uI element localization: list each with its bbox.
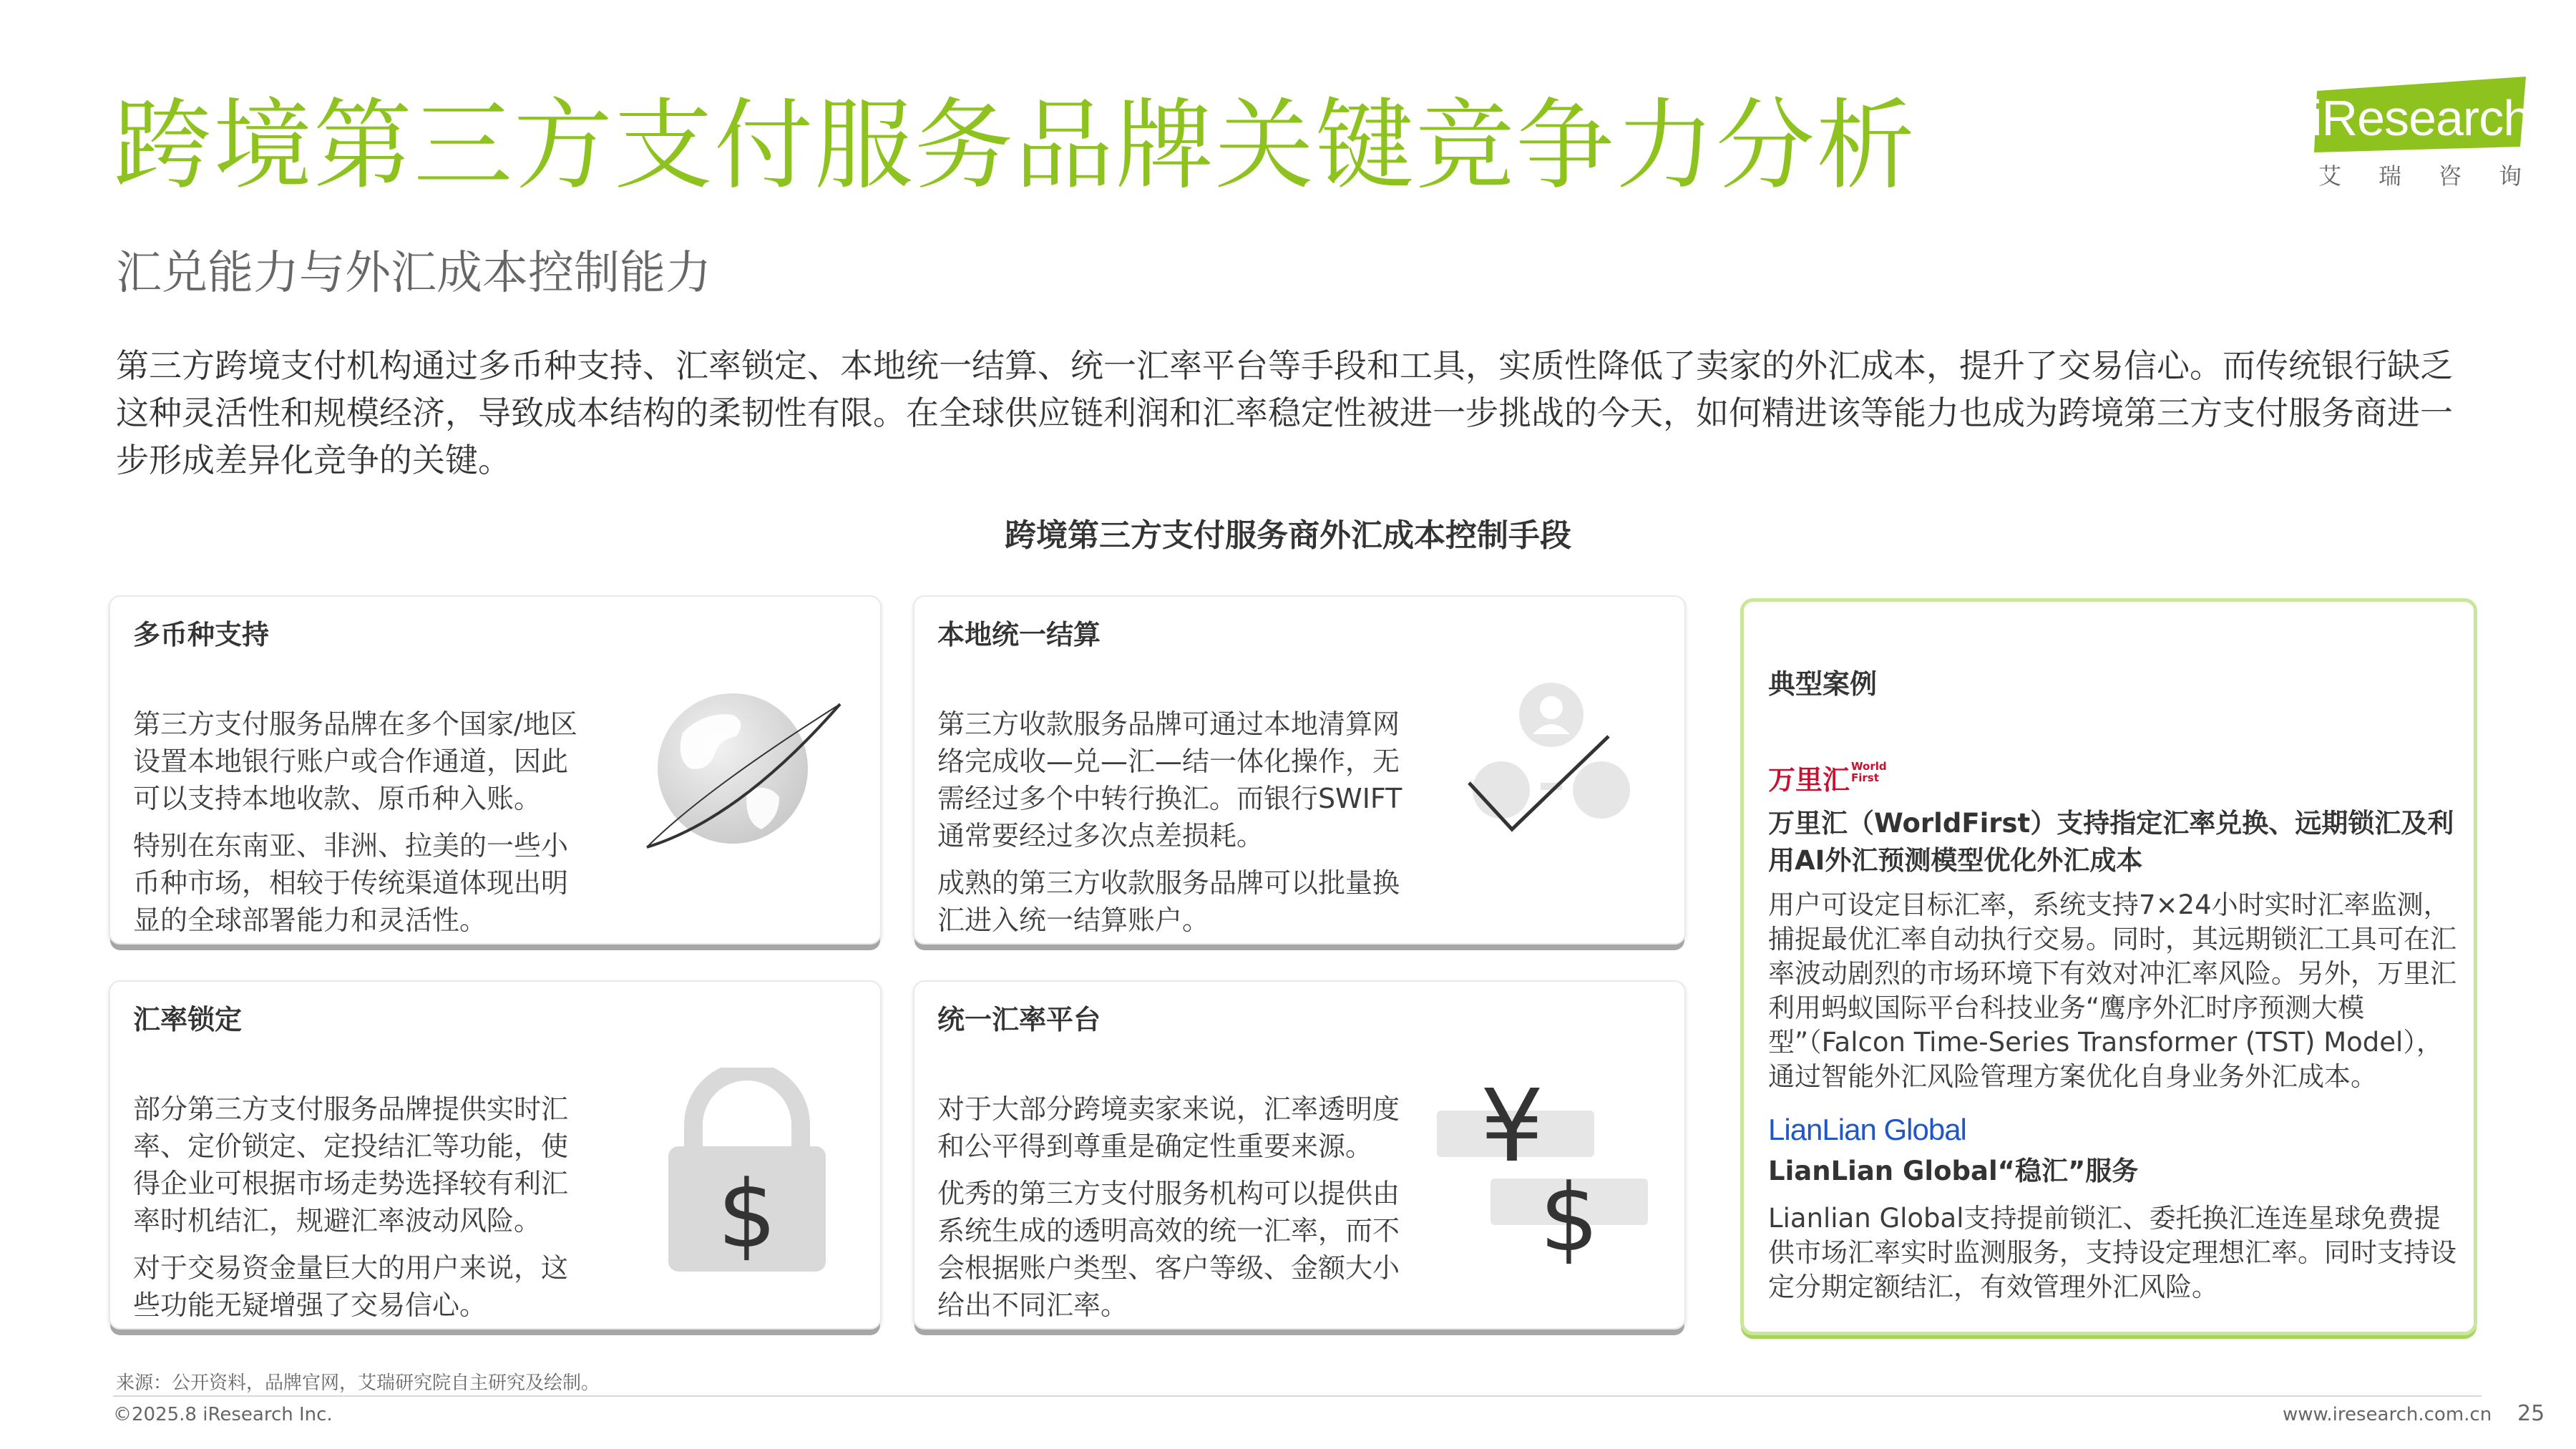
svg-text:$: $ [717, 1160, 777, 1269]
worldfirst-logo [1768, 758, 1897, 795]
card-paragraph: 对于交易资金量巨大的用户来说，这些功能无疑增强了交易信心。 [133, 1252, 569, 1321]
page-title: 跨境第三方支付服务品牌关键竞争力分析 [113, 88, 1917, 203]
worldfirst-logo-en: World First [1851, 760, 1887, 784]
card-rate-lock [109, 980, 882, 1330]
lianlian-logo: LianLian Global [1768, 1113, 1966, 1146]
card-body [937, 1091, 1402, 1334]
iresearch-logo [2311, 75, 2560, 190]
card-paragraph: 第三方支付服务品牌在多个国家/地区设置本地银行账户或合作通道，因此可以支持本地收款、原币种入账。 [133, 708, 577, 814]
intro-paragraph: 第三方跨境支付机构通过多币种支持、汇率锁定、本地统一结算、统一汇率平台等手段和工具，实质性降低了卖家的外汇成本，提升了交易信心。而传统银行缺乏这种灵活性和规模经济，导致成本结构的柔韧性有限。在全球供应链利润和汇率稳定性被进一步挑战的今天，如何精进该等能力也成为跨境第三方支付服务商进一步形成差异化竞争的关键。 [116, 346, 2453, 479]
worldfirst-logo-cn: 万里汇 [1768, 764, 1850, 796]
page-subtitle: 汇兑能力与外汇成本控制能力 [116, 247, 711, 300]
card-body [133, 706, 591, 949]
yen-dollar-icon [1430, 1060, 1659, 1275]
card-title: 本地统一结算 [937, 619, 1101, 650]
svg-text:¥: ¥ [1480, 1068, 1544, 1185]
card-title: 多币种支持 [133, 619, 270, 650]
logo-text: iResearch [2311, 90, 2531, 146]
card-unified-rate [913, 980, 1686, 1330]
card-body [133, 1091, 591, 1334]
card-paragraph: 部分第三方支付服务品牌提供实时汇率、定价锁定、定投结汇等功能，使得企业可根据市场走势选择较有利汇率时机结汇，规避汇率波动风险。 [133, 1093, 569, 1236]
section-title: 跨境第三方支付服务商外汇成本控制手段 [1005, 517, 1571, 554]
globe-icon [633, 683, 847, 869]
lianlian-text: Lianlian Global支持提前锁汇、委托换汇连连星球免费提供市场汇率实时监测服务，支持设定理想汇率。同时支持设定分期定额结汇，有效管理外汇风险。 [1768, 1203, 2457, 1302]
case-panel [1740, 598, 2477, 1335]
card-paragraph: 特别在东南亚、非洲、拉美的一些小币种市场，相较于传统渠道体现出明显的全球部署能力和灵活性。 [133, 830, 569, 936]
logo-cn: 艾瑞咨询 [2318, 162, 2560, 190]
case-heading: 典型案例 [1768, 668, 1878, 700]
footer-divider [113, 1395, 2482, 1397]
page-number: 25 [2517, 1401, 2545, 1426]
card-paragraph: 优秀的第三方支付服务机构可以提供由系统生成的透明高效的统一汇率，而不会根据账户类型、客户等级、金额大小给出不同汇率。 [937, 1178, 1400, 1321]
card-body [937, 706, 1402, 949]
worldfirst-text: 用户可设定目标汇率，系统支持7×24小时实时汇率监测，捕捉最优汇率自动执行交易。同时，其远期锁汇工具可在汇率波动剧烈的市场环境下有效对冲汇率风险。另外，万里汇利用蚂蚁国际平台科技业务“鹰序外汇时序预测大模型”（Falcon Time-Series Transformer (TST) Model），通过智能外汇风险管理方案优化自身业务外汇成本。 [1768, 889, 2457, 1092]
copyright: ©2025.8 iResearch Inc. [113, 1404, 333, 1425]
network-check-icon [1458, 675, 1644, 862]
card-paragraph: 对于大部分跨境卖家来说，汇率透明度和公平得到尊重是确定性重要来源。 [937, 1093, 1400, 1162]
card-title: 汇率锁定 [133, 1004, 243, 1035]
source-note: 来源：公开资料，品牌官网，艾瑞研究院自主研究及绘制。 [116, 1372, 600, 1394]
card-title: 统一汇率平台 [937, 1004, 1101, 1035]
svg-text:$: $ [1539, 1163, 1599, 1272]
card-paragraph: 第三方收款服务品牌可通过本地清算网络完成收—兑—汇—结一体化操作，无需经过多个中转行换汇。而银行SWIFT通常要经过多次点差损耗。 [937, 708, 1402, 852]
card-multi-currency [109, 595, 882, 945]
card-paragraph: 成熟的第三方收款服务品牌可以批量换汇进入统一结算账户。 [937, 867, 1400, 936]
lianlian-title: LianLian Global“稳汇”服务 [1768, 1156, 2139, 1186]
website-link[interactable]: www.iresearch.com.cn [2283, 1404, 2492, 1425]
worldfirst-title: 万里汇（WorldFirst）支持指定汇率兑换、远期锁汇及利用AI外汇预测模型优化外汇成本 [1768, 808, 2454, 876]
lock-dollar-icon [654, 1068, 840, 1282]
card-local-settlement [913, 595, 1686, 945]
